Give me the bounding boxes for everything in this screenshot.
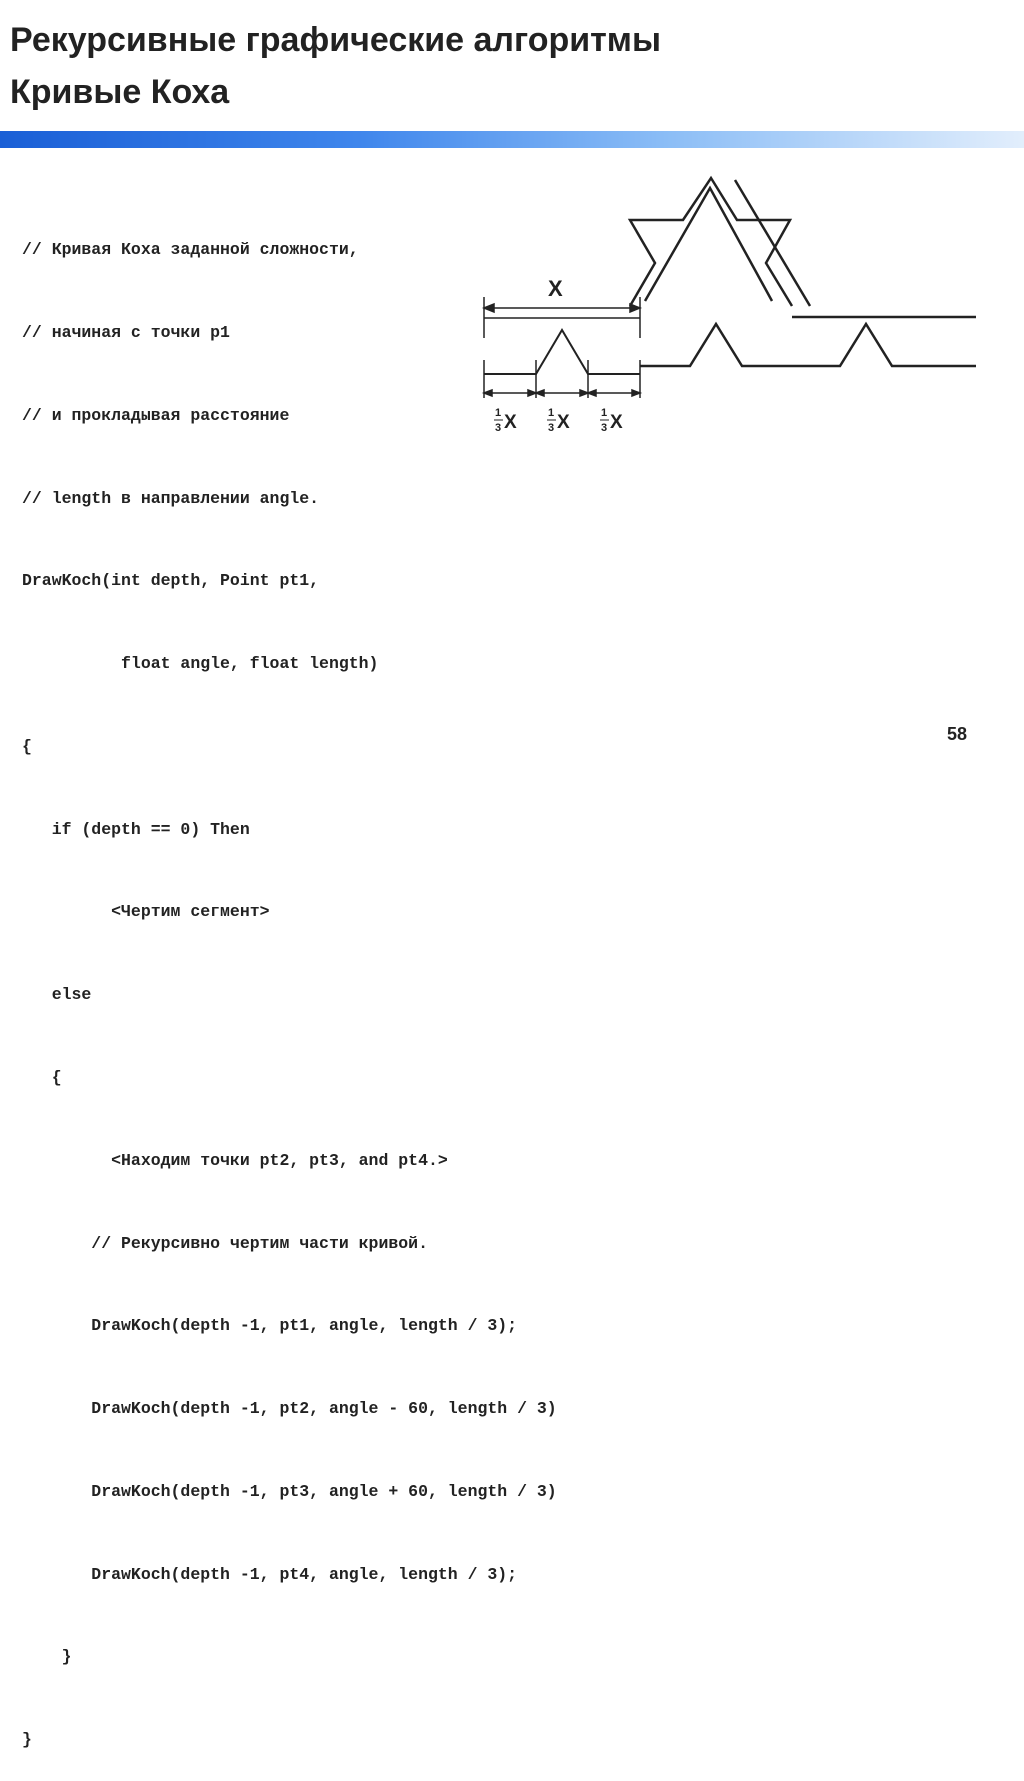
fraction-numerator: 1 [601,407,608,419]
koch-curve-figure [470,170,990,450]
code-line: if (depth == 0) Then [22,819,250,839]
arrowhead-icon [588,390,596,396]
code-line: DrawKoch(depth -1, pt1, angle, length / 3); [22,1316,518,1336]
fraction-suffix: X [557,412,570,433]
fraction-denominator: 3 [495,422,502,434]
code-line: DrawKoch(depth -1, pt4, angle, length / 3); [22,1564,518,1584]
fraction-denominator: 3 [601,422,608,434]
figure-label-third-2 [547,407,570,434]
code-line: DrawKoch(depth -1, pt2, angle - 60, length / 3) [22,1399,557,1419]
koch-snowflake-edge [735,180,810,306]
arrowhead-icon [536,390,544,396]
fraction-suffix: X [504,412,517,433]
title-underline-bar [0,131,1024,148]
fraction-suffix: X [610,412,623,433]
title-line-1: Рекурсивные графические алгоритмы [10,21,661,59]
figure-label-third-3 [600,407,623,434]
koch-segment-row [640,324,976,366]
code-line: else [22,985,92,1005]
code-line: float angle, float length) [22,654,379,674]
code-line: DrawKoch(depth -1, pt3, angle + 60, length / 3) [22,1481,557,1501]
code-line: // Кривая Коха заданной сложности, [22,240,359,260]
code-line: // и прокладывая расстояние [22,405,290,425]
figure-label-third-1 [494,407,517,434]
page-number: 58 [946,724,967,744]
fraction-numerator: 1 [548,407,555,419]
code-line: } [22,1730,32,1750]
arrowhead-icon [484,390,492,396]
koch-level1-curve [484,330,640,374]
fraction-denominator: 3 [548,422,555,434]
arrowhead-icon [630,304,640,312]
fraction-numerator: 1 [495,407,502,419]
koch-snowflake-inner [645,188,772,301]
slide-title [10,14,661,118]
code-line: } [22,1647,72,1667]
code-line: // Рекурсивно чертим части кривой. [22,1233,428,1253]
code-line: DrawKoch(int depth, Point pt1, [22,571,320,591]
code-line: <Чертим сегмент> [22,902,270,922]
figure-label-x: X [548,276,563,301]
code-line: { [22,1068,62,1087]
code-line: // length в направлении angle. [22,488,320,508]
title-line-2: Кривые Коха [10,73,230,111]
code-line: <Находим точки pt2, pt3, and pt4.> [22,1150,448,1170]
code-line: { [22,736,32,756]
arrowhead-icon [632,390,640,396]
arrowhead-icon [484,304,494,312]
code-line: // начиная с точки p1 [22,322,230,342]
